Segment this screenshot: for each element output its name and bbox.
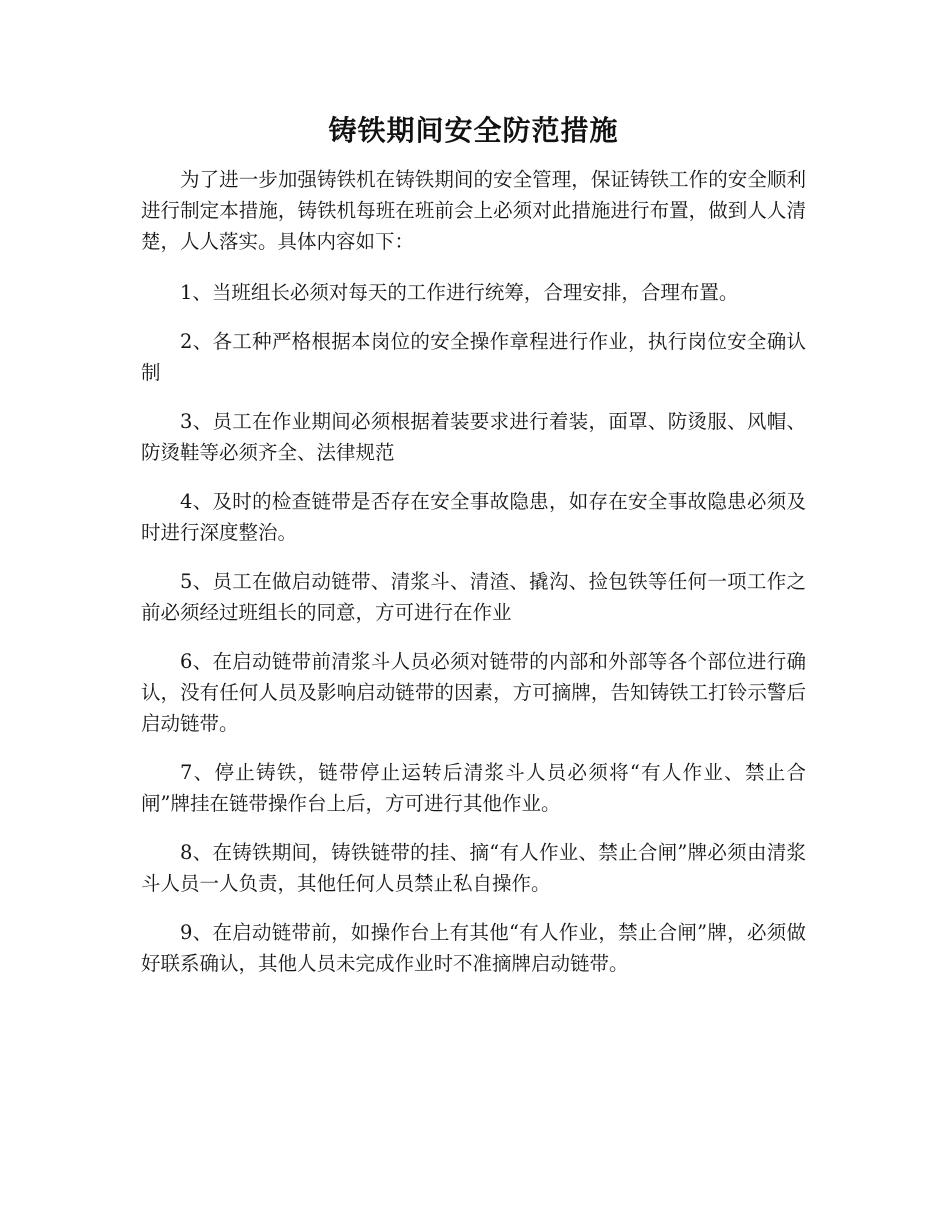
measure-item-2: 2、各工种严格根据本岗位的安全操作章程进行作业，执行岗位安全确认制 [141,330,806,384]
measure-item-3: 3、员工在作业期间必须根据着装要求进行着装，面罩、防烫服、风帽、防烫鞋等必须齐全、法律规范 [141,410,806,464]
document-title: 铸铁期间安全防范措施 [328,114,619,147]
measure-item-9: 9、在启动链带前，如操作台上有其他“有人作业，禁止合闸”牌，必须做好联系确认，其他人员未完成作业时不准摘牌启动链带。 [141,921,806,975]
measure-item-8: 8、在铸铁期间，铸铁链带的挂、摘“有人作业、禁止合闸”牌必须由清浆斗人员一人负责，其他任何人员禁止私自操作。 [141,841,806,895]
measure-item-7: 7、停止铸铁，链带停止运转后清浆斗人员必须将“有人作业、禁止合闸”牌挂在链带操作台上后，方可进行其他作业。 [141,761,806,815]
measure-item-6: 6、在启动链带前清浆斗人员必须对链带的内部和外部等各个部位进行确认，没有任何人员及影响启动链带的因素，方可摘牌，告知铸铁工打铃示警后启动链带。 [141,650,806,735]
intro-paragraph: 为了进一步加强铸铁机在铸铁期间的安全管理，保证铸铁工作的安全顺利进行制定本措施，铸铁机每班在班前会上必须对此措施进行布置，做到人人清楚，人人落实。具体内容如下： [141,168,806,253]
measure-item-5: 5、员工在做启动链带、清浆斗、清渣、撬沟、捡包铁等任何一项工作之前必须经过班组长的同意，方可进行在作业 [141,570,806,624]
measure-item-1: 1、当班组长必须对每天的工作进行统筹，合理安排，合理布置。 [180,281,739,304]
measure-item-4: 4、及时的检查链带是否存在安全事故隐患，如存在安全事故隐患必须及时进行深度整治。 [141,490,806,544]
